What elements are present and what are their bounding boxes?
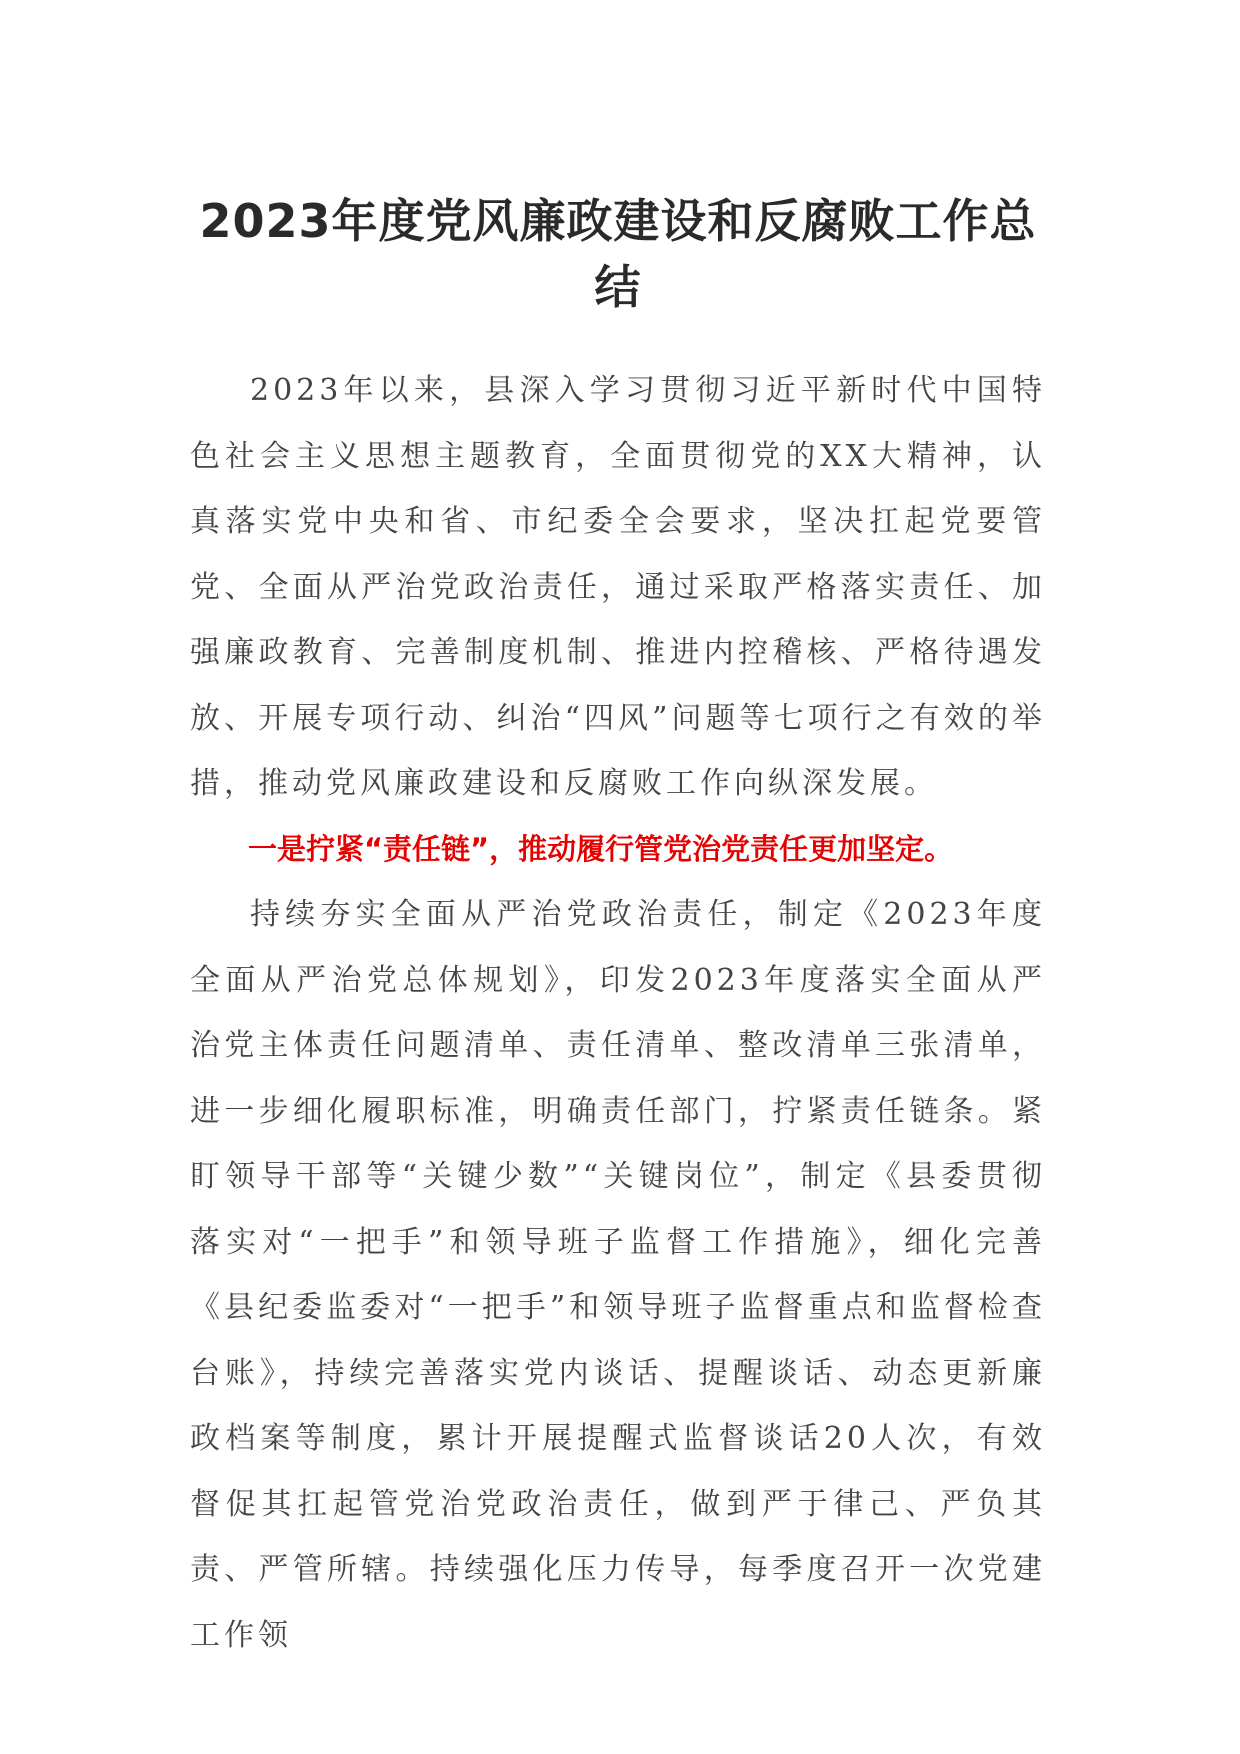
section-1-heading: 一是拧紧“责任链”，推动履行管党治党责任更加坚定。 bbox=[248, 831, 954, 866]
intro-paragraph: 2023年以来，县深入学习贯彻习近平新时代中国特色社会主义思想主题教育，全面贯彻党的XX大精神，认真落实党中央和省、市纪委全会要求，坚决扛起党要管党、全面从严治党政治责任，通过采取严格落实责任、加强廉政教育、完善制度机制、推进内控稽核、严格待遇发放、开展专项行动、纠治“四风”问题等七项行之有效的举措，推动党风廉政建设和反腐败工作向纵深发展。 bbox=[190, 373, 1046, 801]
document-content bbox=[190, 188, 1046, 1668]
document-title: 2023年度党风廉政建设和反腐败工作总结 bbox=[199, 194, 1037, 314]
section-1-paragraph: 持续夯实全面从严治党政治责任，制定《2023年度全面从严治党总体规划》，印发2023年度落实全面从严治党主体责任问题清单、责任清单、整改清单三张清单，进一步细化履职标准，明确责任部门，拧紧责任链条。紧盯领导干部等“关键少数”“关键岗位”，制定《县委贯彻落实对“一把手”和领导班子监督工作措施》，细化完善《县纪委监委对“一把手”和领导班子监督重点和监督检查台账》，持续完善落实党内谈话、提醒谈话、动态更新廉政档案等制度，累计开展提醒式监督谈话20人次，有效督促其扛起管党治党政治责任，做到严于律己、严负其责、严管所辖。持续强化压力传导，每季度召开一次党建工作领 bbox=[190, 897, 1046, 1653]
